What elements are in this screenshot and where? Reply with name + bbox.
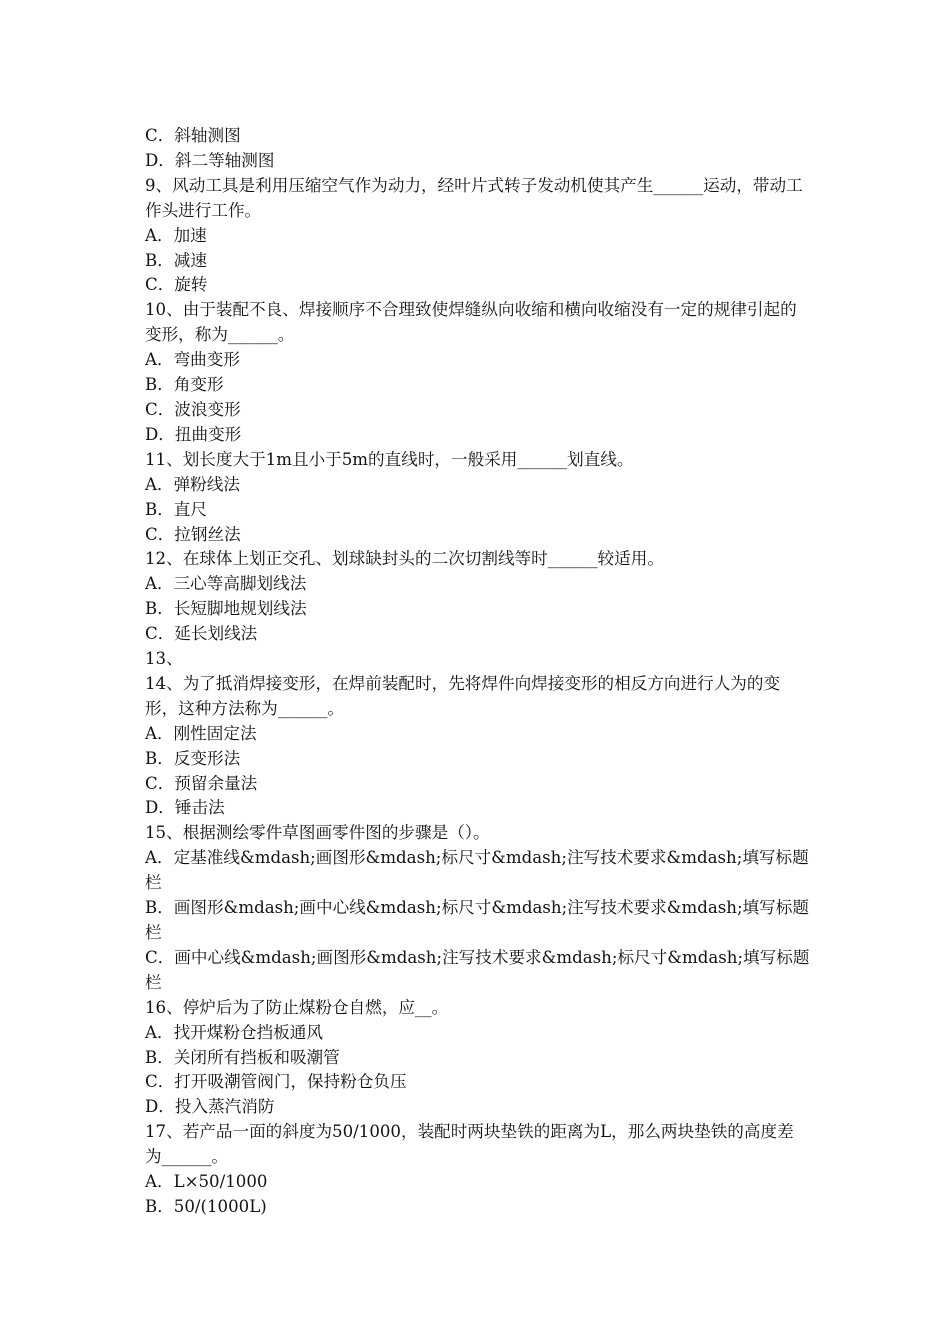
option-b: B．画图形&mdash;画中心线&mdash;标尺寸&mdash;注写技术要求&mdash;填写标题栏 [145, 898, 809, 942]
option-d: D．投入蒸汽消防 [145, 1097, 275, 1117]
question-16: 16、停炉后为了防止煤粉仓自燃，应__。 [145, 997, 449, 1017]
option-b: B．角变形 [145, 375, 224, 395]
option-c: C．预留余量法 [145, 773, 258, 793]
option-c: C．拉钢丝法 [145, 524, 241, 544]
question-14: 14、为了抵消焊接变形，在焊前装配时，先将焊件向焊接变形的相反方向进行人为的变形，这种方法称为______。 [145, 673, 781, 718]
option-b: B．长短脚地规划线法 [145, 599, 307, 619]
option-d: D．扭曲变形 [145, 424, 242, 444]
option-a: A．定基准线&mdash;画图形&mdash;标尺寸&mdash;注写技术要求&mdash;填写标题栏 [145, 848, 809, 893]
question-13: 13、 [145, 649, 183, 669]
option-b: B．减速 [145, 250, 207, 270]
question-12: 12、在球体上划正交孔、划球缺封头的二次切割线等时______较适用。 [145, 549, 664, 569]
option-c: C．斜轴测图 [145, 126, 241, 145]
question-9: 9、风动工具是利用压缩空气作为动力，经叶片式转子发动机使其产生______运动，带动工作头进行工作。 [145, 175, 803, 220]
option-c: C．旋转 [145, 275, 208, 295]
option-a: A．刚性固定法 [145, 723, 257, 743]
option-c: C．打开吸潮管阀门，保持粉仓负压 [145, 1072, 407, 1092]
option-a: A．三心等高脚划线法 [145, 574, 307, 594]
option-b: B．50/(1000L) [145, 1196, 267, 1216]
option-a: A．找开煤粉仓挡板通风 [145, 1022, 323, 1042]
question-15: 15、根据测绘零件草图画零件图的步骤是（）。 [145, 823, 490, 843]
option-a: A．加速 [145, 225, 207, 245]
option-c: C．画中心线&mdash;画图形&mdash;注写技术要求&mdash;标尺寸&mdash;填写标题栏 [145, 947, 810, 992]
question-10: 10、由于装配不良、焊接顺序不合理致使焊缝纵向收缩和横向收缩没有一定的规律引起的变形，称为______。 [145, 300, 797, 345]
option-d: D．锤击法 [145, 798, 225, 818]
option-c: C．波浪变形 [145, 399, 241, 419]
option-c: C．延长划线法 [145, 624, 258, 644]
document-page [145, 124, 810, 1220]
option-a: A．L×50/1000 [145, 1172, 268, 1192]
option-b: B．直尺 [145, 499, 207, 519]
option-a: A．弯曲变形 [145, 350, 240, 370]
option-a: A．弹粉线法 [145, 474, 240, 494]
option-b: B．关闭所有挡板和吸潮管 [145, 1047, 340, 1067]
option-b: B．反变形法 [145, 748, 241, 768]
question-17: 17、若产品一面的斜度为50/1000，装配时两块垫铁的距离为L，那么两块垫铁的高度差为______。 [145, 1122, 794, 1167]
question-11: 11、划长度大于1m且小于5m的直线时，一般采用______划直线。 [145, 449, 634, 469]
option-d: D．斜二等轴测图 [145, 150, 275, 170]
